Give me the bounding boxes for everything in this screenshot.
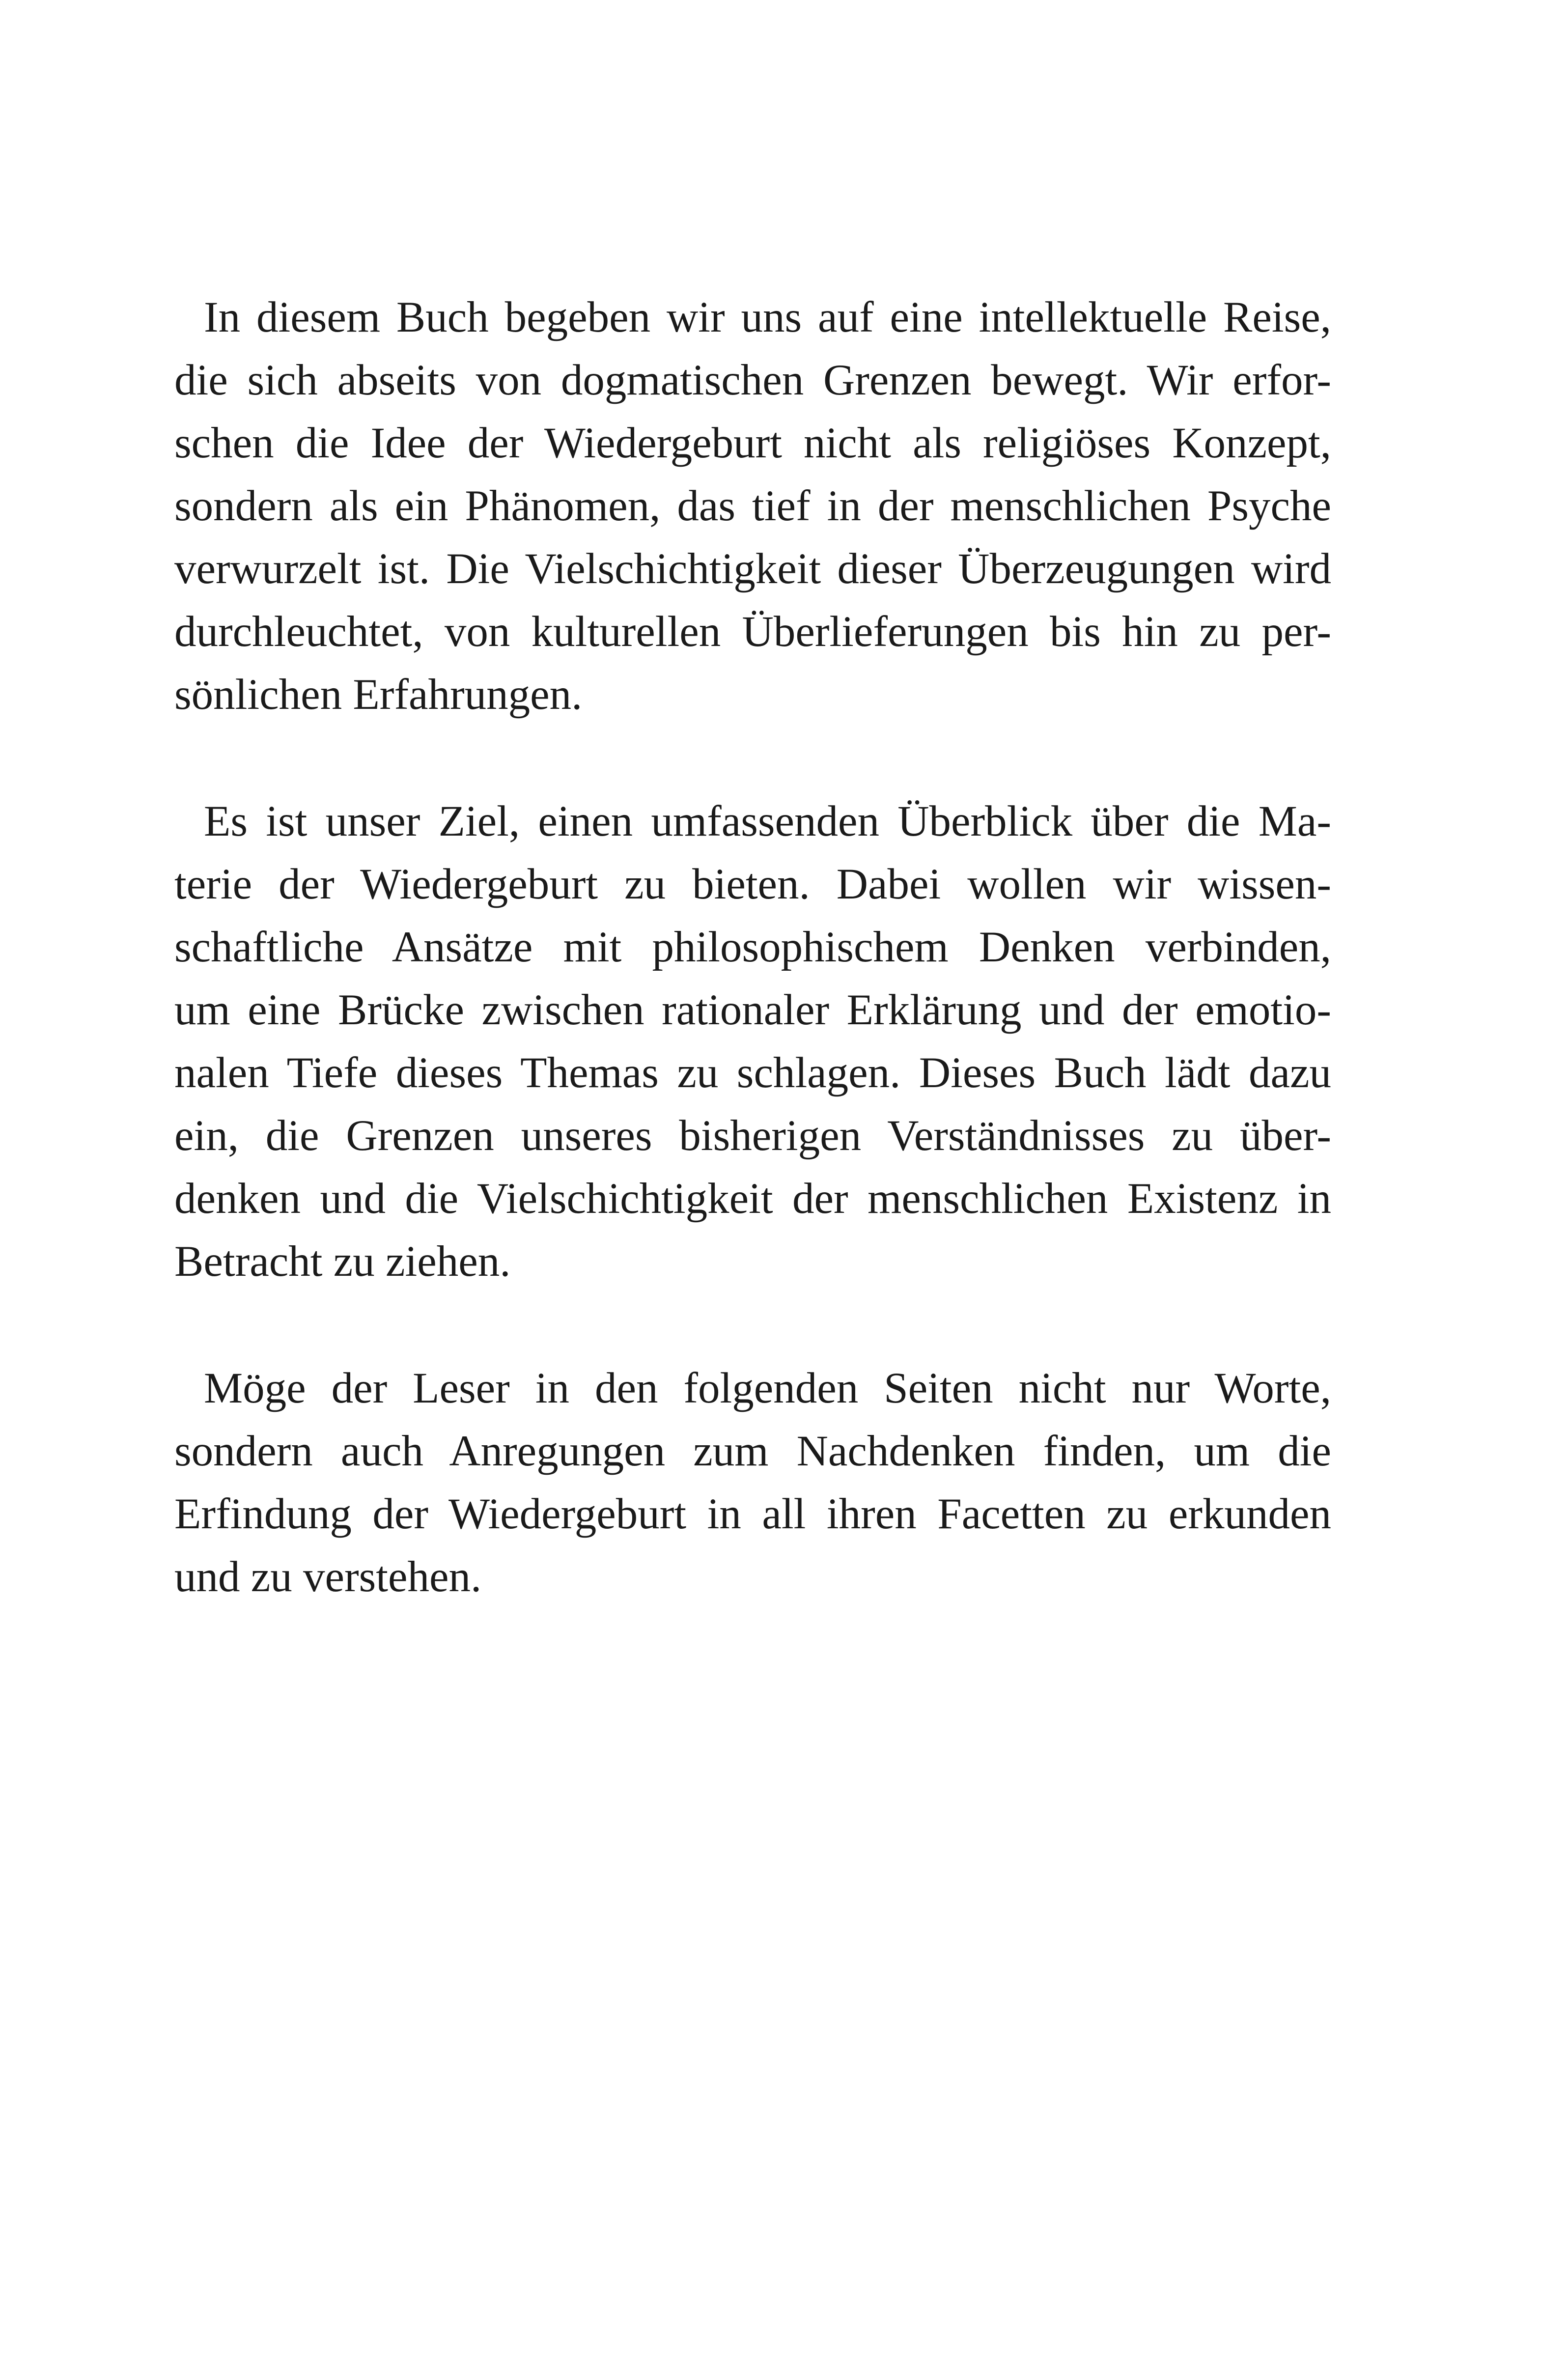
body-text xyxy=(174,286,1331,1672)
text-line: terie der Wiedergeburt zu bieten. Dabei wollen wir wissen- xyxy=(174,860,1331,908)
text-line: um eine Brücke zwischen rationaler Erklärung und der emotio- xyxy=(174,986,1331,1034)
text-line: schen die Idee der Wiedergeburt nicht als religiöses Konzept, xyxy=(174,419,1331,467)
text-line: verwurzelt ist. Die Vielschichtigkeit dieser Überzeugungen wird xyxy=(174,545,1331,593)
paragraph-1 xyxy=(174,286,1331,726)
text-line: nalen Tiefe dieses Themas zu schlagen. Dieses Buch lädt dazu xyxy=(174,1049,1331,1097)
text-line: ein, die Grenzen unseres bisherigen Verständnisses zu über- xyxy=(174,1112,1331,1160)
text-line: In diesem Buch begeben wir uns auf eine intellektuelle Reise, xyxy=(204,293,1331,341)
text-line: sondern als ein Phänomen, das tief in der menschlichen Psyche xyxy=(174,482,1331,530)
text-line: sönlichen Erfahrungen. xyxy=(174,671,583,719)
text-line: und zu verstehen. xyxy=(174,1553,482,1601)
text-line: schaftliche Ansätze mit philosophischem Denken verbinden, xyxy=(174,923,1331,971)
text-line: denken und die Vielschichtigkeit der menschlichen Existenz in xyxy=(174,1175,1331,1223)
text-line: sondern auch Anregungen zum Nachdenken finden, um die xyxy=(174,1427,1331,1475)
text-line: Betracht zu ziehen. xyxy=(174,1237,511,1286)
text-line: Möge der Leser in den folgenden Seiten nicht nur Worte, xyxy=(204,1364,1331,1412)
text-line: durchleuchtet, von kulturellen Überlieferungen bis hin zu per- xyxy=(174,608,1331,656)
text-line: die sich abseits von dogmatischen Grenzen bewegt. Wir erfor- xyxy=(174,356,1331,404)
paragraph-3 xyxy=(174,1357,1331,1608)
text-line: Es ist unser Ziel, einen umfassenden Überblick über die Ma- xyxy=(204,797,1331,845)
paragraph-2 xyxy=(174,790,1331,1293)
text-line: Erfindung der Wiedergeburt in all ihren Facetten zu erkunden xyxy=(174,1490,1331,1538)
